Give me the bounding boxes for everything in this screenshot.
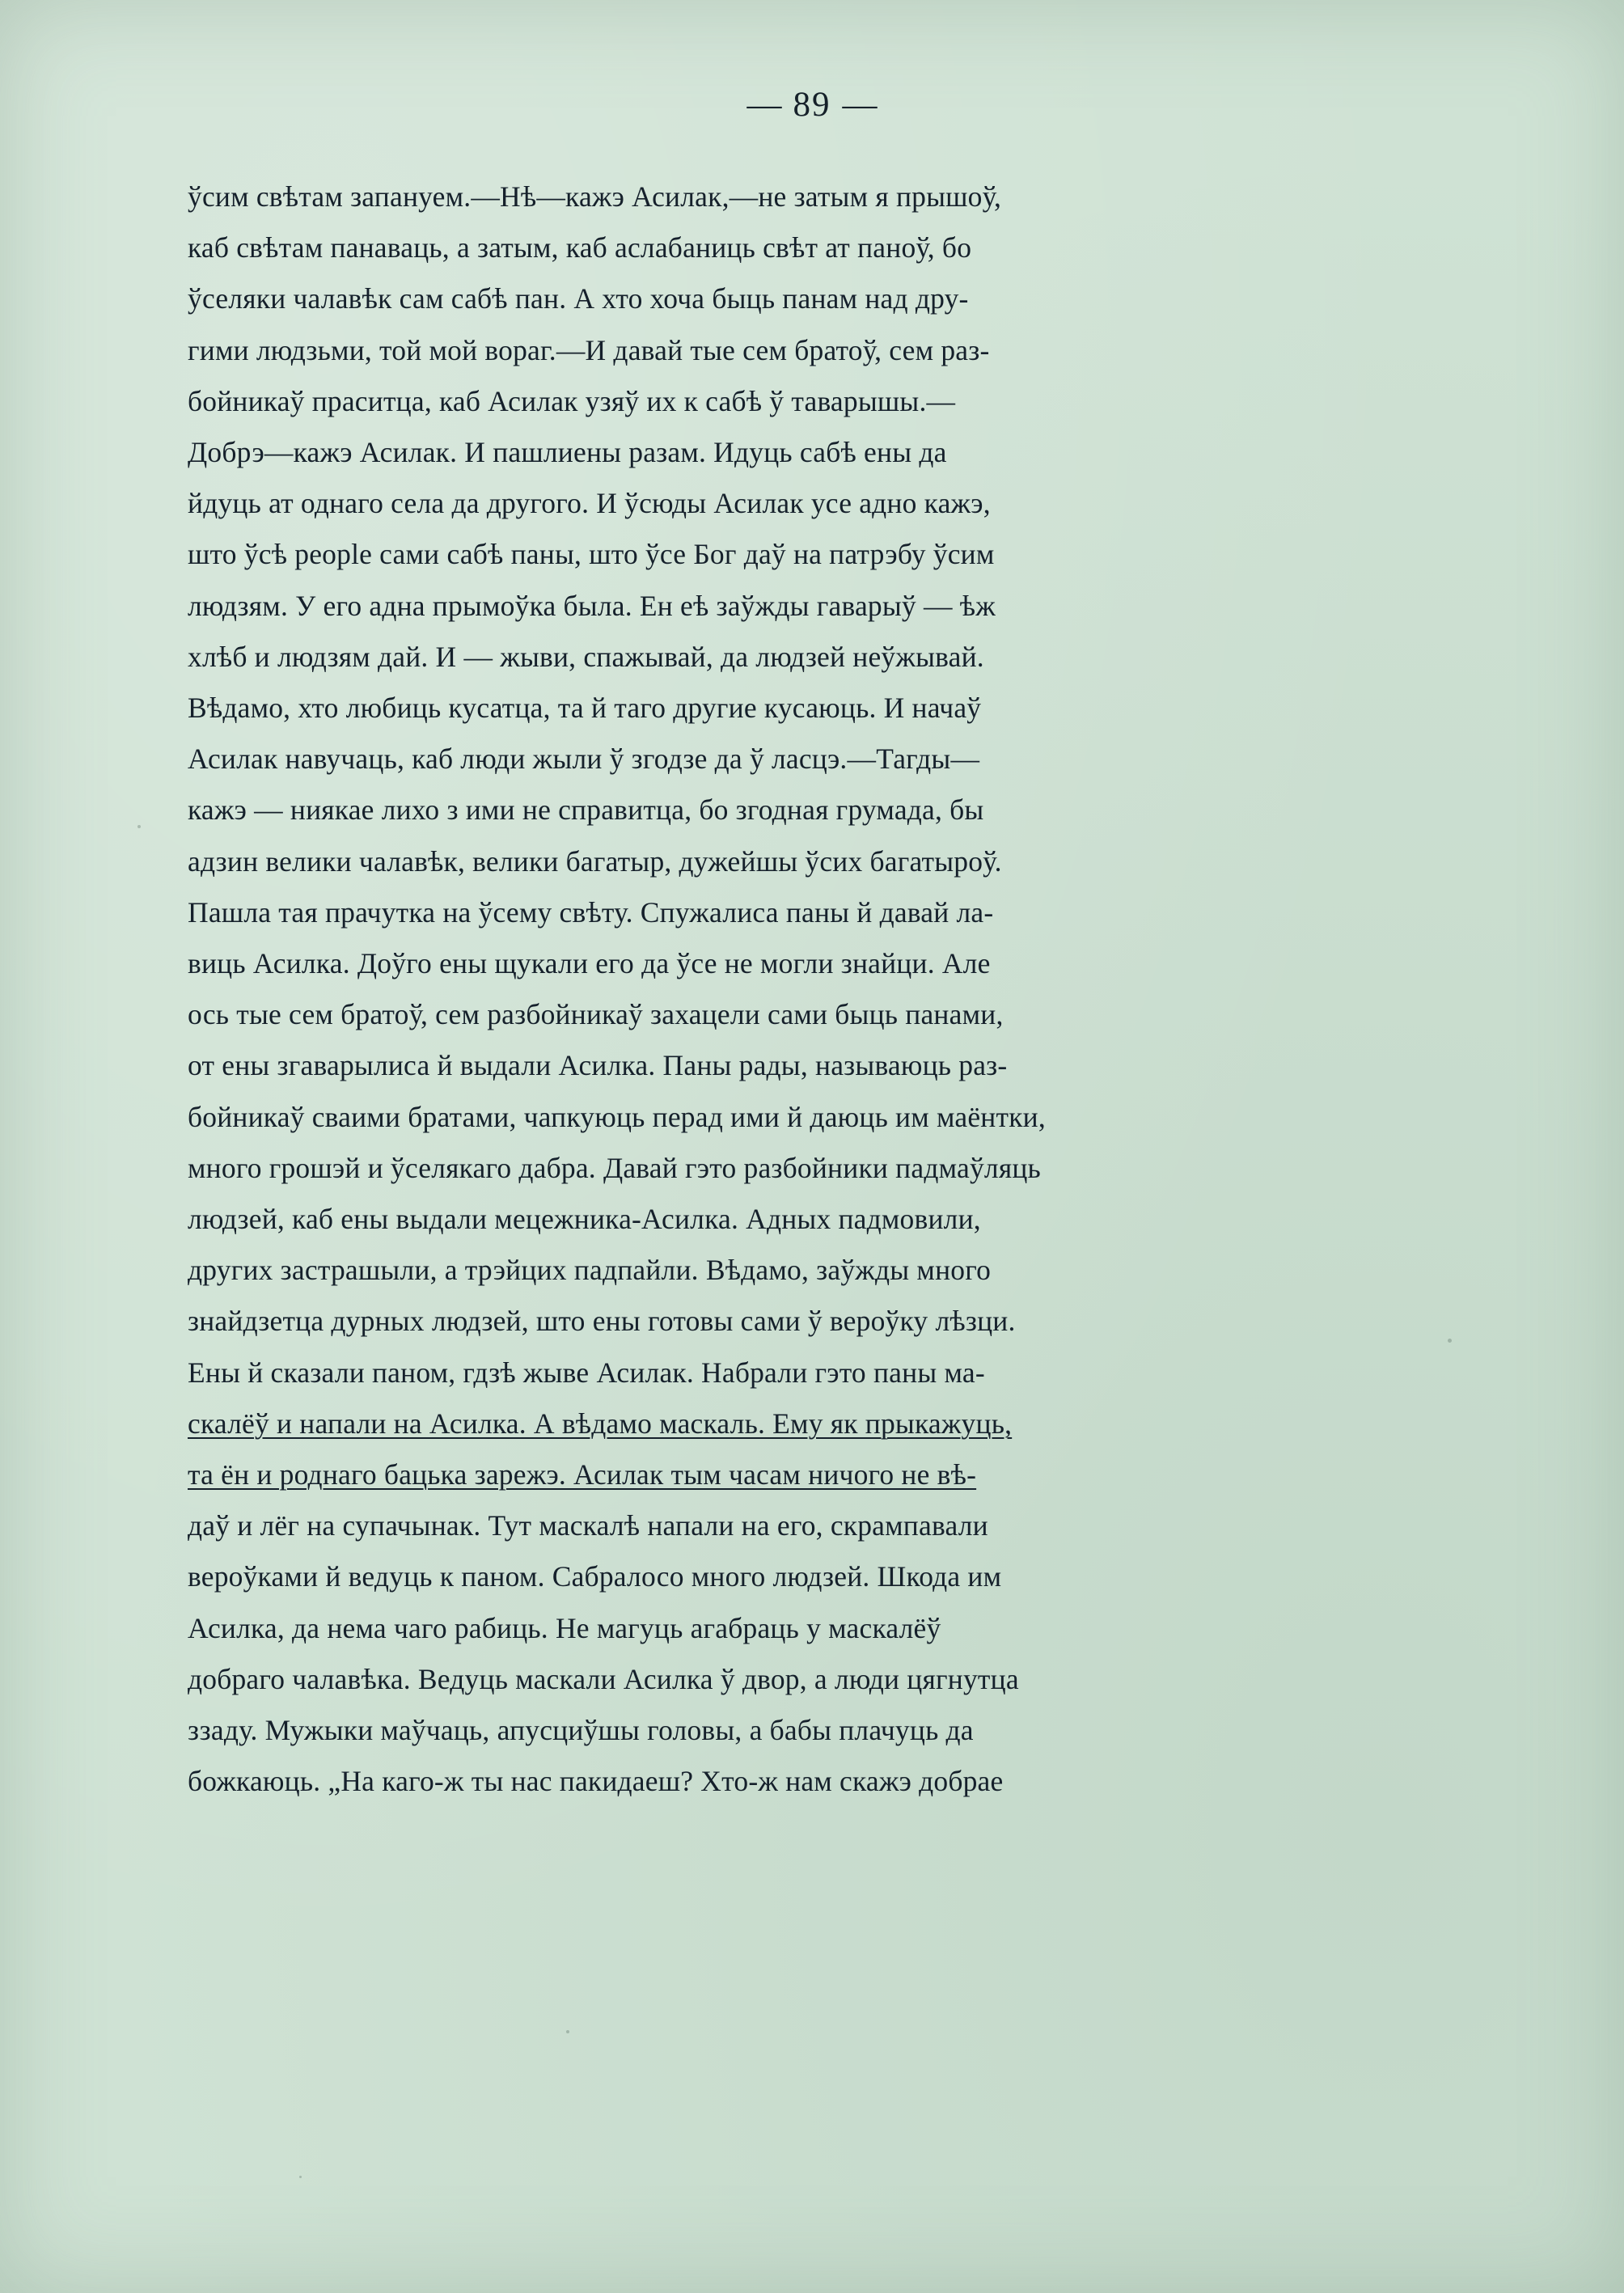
text-line: от ены згаварылиса й выдали Асилка. Паны рады, называюць раз- xyxy=(188,1049,1008,1082)
text-line: много грошэй и ўселякаго дабра. Давай гэто разбойники падмаўляць xyxy=(188,1151,1041,1184)
text-line: даў и лёг на супачынак. Тут маскалѣ напали на его, скрампавали xyxy=(188,1509,988,1542)
text-line-underlined: та ён и роднаго бацька зарежэ. Асилак тым часам ничого не вѣ- xyxy=(188,1458,977,1491)
text-line: Добрэ—кажэ Асилак. И пашлиены разам. Идуць сабѣ ены да xyxy=(188,436,947,469)
text-line: виць Асилка. Доўго ены щукали его да ўсе не могли знайци. Але xyxy=(188,947,991,980)
page-number xyxy=(0,85,1624,125)
text-line: ўсим свѣтам запануем.—Нѣ—кажэ Асилак,—не затым я прышоў, xyxy=(188,180,1002,213)
text-line: вероўками й ведуць к паном. Сабралосо много людзей. Шкода им xyxy=(188,1560,1002,1593)
text-line: йдуць ат однаго села да другого. И ўсюды Асилак усе адно кажэ, xyxy=(188,487,991,520)
text-line: што ўсѣ people сами сабѣ паны, што ўсе Бог даў на патрэбу ўсим xyxy=(188,538,995,571)
text-line: людзям. У его адна прымоўка была. Ен еѣ заўжды гаварыў — ѣж xyxy=(188,589,996,622)
body-text xyxy=(188,171,1437,1808)
text-line: гими людзьми, той мой вораг.—И давай тые сем братоў, сем раз- xyxy=(188,333,990,366)
text-line: хлѣб и людзям дай. И — жыви, спажывай, да людзей неўжывай. xyxy=(188,640,984,673)
text-line: адзин велики чалавѣк, велики багатыр, дужейшы ўсих багатыроў. xyxy=(188,844,1002,878)
paper-speck xyxy=(1448,1339,1452,1343)
paper-speck xyxy=(566,2030,569,2033)
text-line: каб свѣтам панаваць, а затым, каб аслабаниць свѣт ат паноў, бо xyxy=(188,231,972,264)
text-line-underlined: скалёў и напали на Асилка. А вѣдамо маскаль. Ему як прыкажуць, xyxy=(188,1407,1013,1440)
text-line: Вѣдамо, хто любиць кусатца, та й таго другие кусаюць. И начаў xyxy=(188,692,982,725)
paragraph xyxy=(188,171,1437,1808)
text-line: добраго чалавѣка. Ведуць маскали Асилка ў двор, а люди цягнутца xyxy=(188,1662,1019,1695)
text-line: Асилка, да нема чаго рабиць. Не магуць агабраць у маскалёў xyxy=(188,1611,941,1644)
text-line: бойникаў праситца, каб Асилак узяў их к сабѣ ў таварышы.— xyxy=(188,384,956,417)
paper-speck xyxy=(137,825,141,828)
text-line: знайдзетца дурных людзей, што ены готовы сами ў вероўку лѣзци. xyxy=(188,1305,1016,1338)
page-number-dash-right: — xyxy=(842,86,878,124)
page-number-value: 89 xyxy=(793,86,831,124)
text-line: других застрашыли, а трэйцих падпайли. Вѣдамо, заўжды много xyxy=(188,1254,992,1287)
text-line: ззаду. Мужыки маўчаць, апусциўшы головы, а бабы плачуць да xyxy=(188,1714,974,1747)
text-line: Пашла тая прачутка на ўсему свѣту. Спужалиса паны й давай ла- xyxy=(188,895,994,929)
text-line: Асилак навучаць, каб люди жыли ў згодзе да ў ласцэ.—Тагды— xyxy=(188,742,980,776)
page-number-dash-left: — xyxy=(746,86,782,124)
text-line: ўселяки чалавѣк сам сабѣ пан. А хто хоча быць панам над дру- xyxy=(188,282,969,315)
text-line: кажэ — ниякае лихо з ими не справитца, бо згодная грумада, бы xyxy=(188,793,984,827)
paper-speck xyxy=(299,2176,302,2178)
text-line: Ены й сказали паном, гдзѣ жыве Асилак. Набрали гэто паны ма- xyxy=(188,1356,985,1389)
text-line: бойникаў сваими братами, чапкуюць перад ими й даюць им маёнтки, xyxy=(188,1100,1046,1133)
text-line: людзей, каб ены выдали мецежника-Асилка. Адных падмовили, xyxy=(188,1203,981,1236)
text-line: божкаюць. „На каго-ж ты нас пакидаеш? Хто-ж нам скажэ добрае xyxy=(188,1765,1004,1798)
text-line: ось тые сем братоў, сем разбойникаў захацели сами быць панами, xyxy=(188,998,1004,1031)
